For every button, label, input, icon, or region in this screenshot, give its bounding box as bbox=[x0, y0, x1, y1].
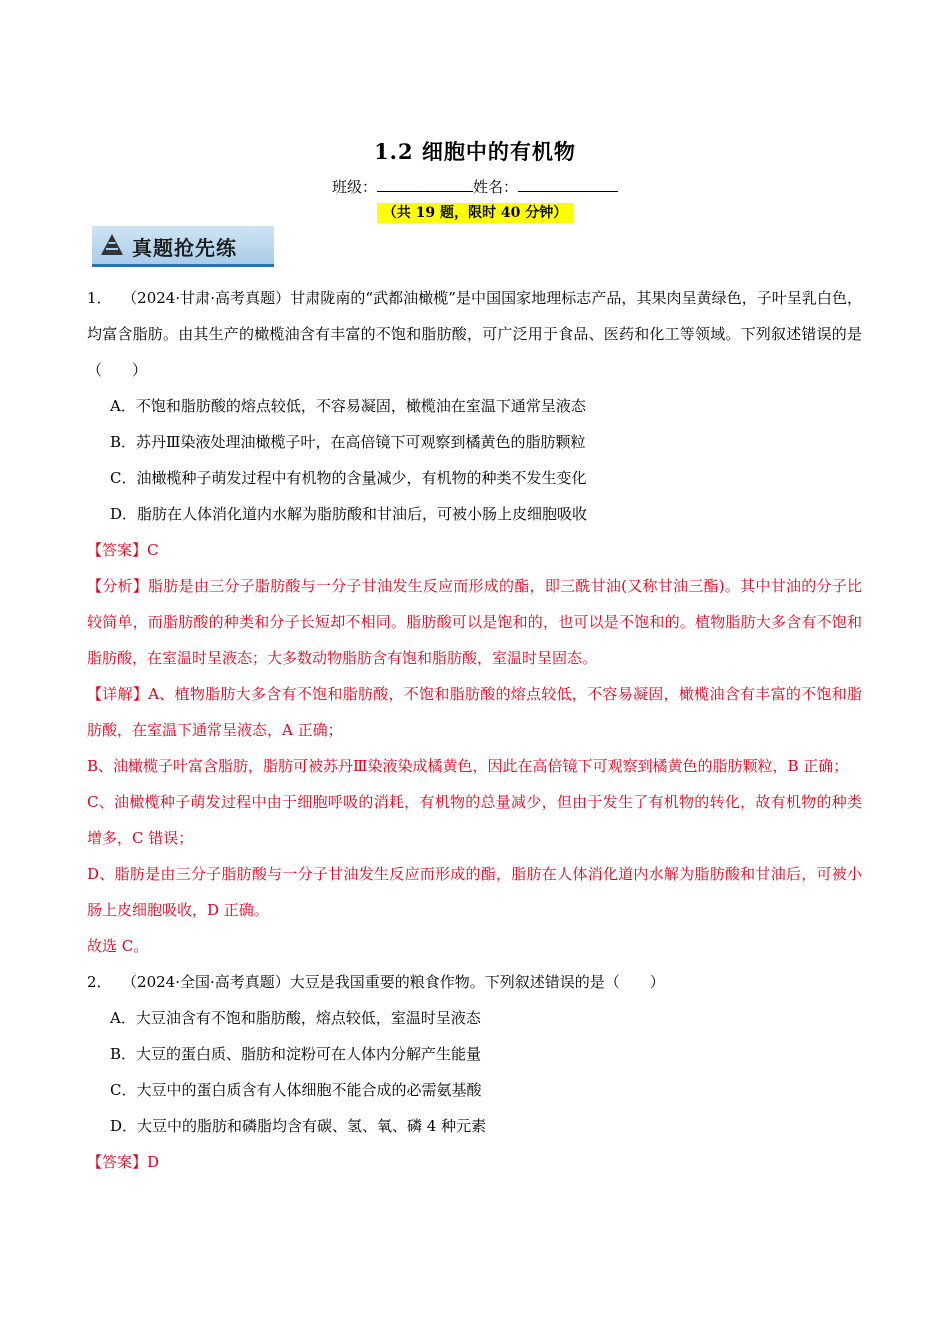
class-blank bbox=[377, 177, 473, 192]
question-1-conclusion: 故选 C。 bbox=[87, 937, 149, 955]
question-1-detail-c: C、油橄榄种子萌发过程中由于细胞呼吸的消耗，有机物的总量减少，但由于发生了有机物的转化，故有机物的种类增多，C 错误； bbox=[87, 793, 862, 847]
question-2-option-c: C．大豆中的蛋白质含有人体细胞不能合成的必需氨基酸 bbox=[110, 1081, 482, 1099]
name-label: 姓名： bbox=[473, 178, 519, 196]
question-2-option-b: B．大豆的蛋白质、脂肪和淀粉可在人体内分解产生能量 bbox=[110, 1045, 482, 1063]
pyramid-icon bbox=[100, 233, 124, 261]
question-1-option-b: B．苏丹Ⅲ染液处理油橄榄子叶，在高倍镜下可观察到橘黄色的脂肪颗粒 bbox=[110, 433, 586, 451]
question-1-stem: 1． （2024·甘肃·高考真题）甘肃陇南的“武都油橄榄”是中国国家地理标志产品，其果肉呈黄绿色，子叶呈乳白色，均富含脂肪。由其生产的橄榄油含有丰富的不饱和脂肪酸，可广泛用于食品、医药和化工等领域。下列叙述错误的是（ ） bbox=[87, 289, 862, 379]
question-1-option-c: C．油橄榄种子萌发过程中有机物的含量减少，有机物的种类不发生变化 bbox=[110, 469, 587, 487]
question-1-detail-b: B、油橄榄子叶富含脂肪，脂肪可被苏丹Ⅲ染液染成橘黄色，因此在高倍镜下可观察到橘黄色的脂肪颗粒，B 正确； bbox=[87, 757, 849, 775]
question-1-answer: 【答案】C bbox=[87, 541, 159, 559]
questions-content bbox=[87, 280, 862, 1180]
question-1-analysis: 【分析】脂肪是由三分子脂肪酸与一分子甘油发生反应而形成的酯，即三酰甘油(又称甘油三酯)。其中甘油的分子比较简单，而脂肪酸的种类和分子长短却不相同。脂肪酸可以是饱和的，也可以是不饱和的。植物脂肪大多含有不饱和脂肪酸，在室温时呈液态；大多数动物脂肪含有饱和脂肪酸，室温时呈固态。 bbox=[87, 577, 862, 667]
page-title: 1.2 细胞中的有机物 bbox=[374, 139, 576, 164]
class-label: 班级： bbox=[331, 178, 377, 196]
question-1-detail-d: D、脂肪是由三分子脂肪酸与一分子甘油发生反应而形成的酯，脂肪在人体消化道内水解为脂肪酸和甘油后，可被小肠上皮细胞吸收，D 正确。 bbox=[87, 865, 862, 919]
time-limit-note-wrap bbox=[0, 202, 950, 223]
class-name-line bbox=[0, 176, 950, 197]
question-1-option-a: A．不饱和脂肪酸的熔点较低，不容易凝固，橄榄油在室温下通常呈液态 bbox=[110, 397, 586, 415]
name-blank bbox=[518, 177, 618, 192]
question-2-stem: 2． （2024·全国·高考真题）大豆是我国重要的粮食作物。下列叙述错误的是（ ） bbox=[87, 973, 665, 991]
section-banner bbox=[92, 226, 274, 264]
time-limit-note: （共 19 题，限时 40 分钟） bbox=[377, 203, 573, 223]
question-1-detail-a: 【详解】A、植物脂肪大多含有不饱和脂肪酸，不饱和脂肪酸的熔点较低，不容易凝固，橄榄油含有丰富的不饱和脂肪酸，在室温下通常呈液态，A 正确； bbox=[87, 685, 862, 739]
question-1-option-d: D．脂肪在人体消化道内水解为脂肪酸和甘油后，可被小肠上皮细胞吸收 bbox=[110, 505, 588, 523]
section-banner-label: 真题抢先练 bbox=[132, 236, 237, 260]
question-2-option-d: D．大豆中的脂肪和磷脂均含有碳、氢、氧、磷 4 种元素 bbox=[110, 1117, 487, 1135]
question-2-answer: 【答案】D bbox=[87, 1153, 160, 1171]
question-2-option-a: A．大豆油含有不饱和脂肪酸，熔点较低，室温时呈液态 bbox=[110, 1009, 481, 1027]
